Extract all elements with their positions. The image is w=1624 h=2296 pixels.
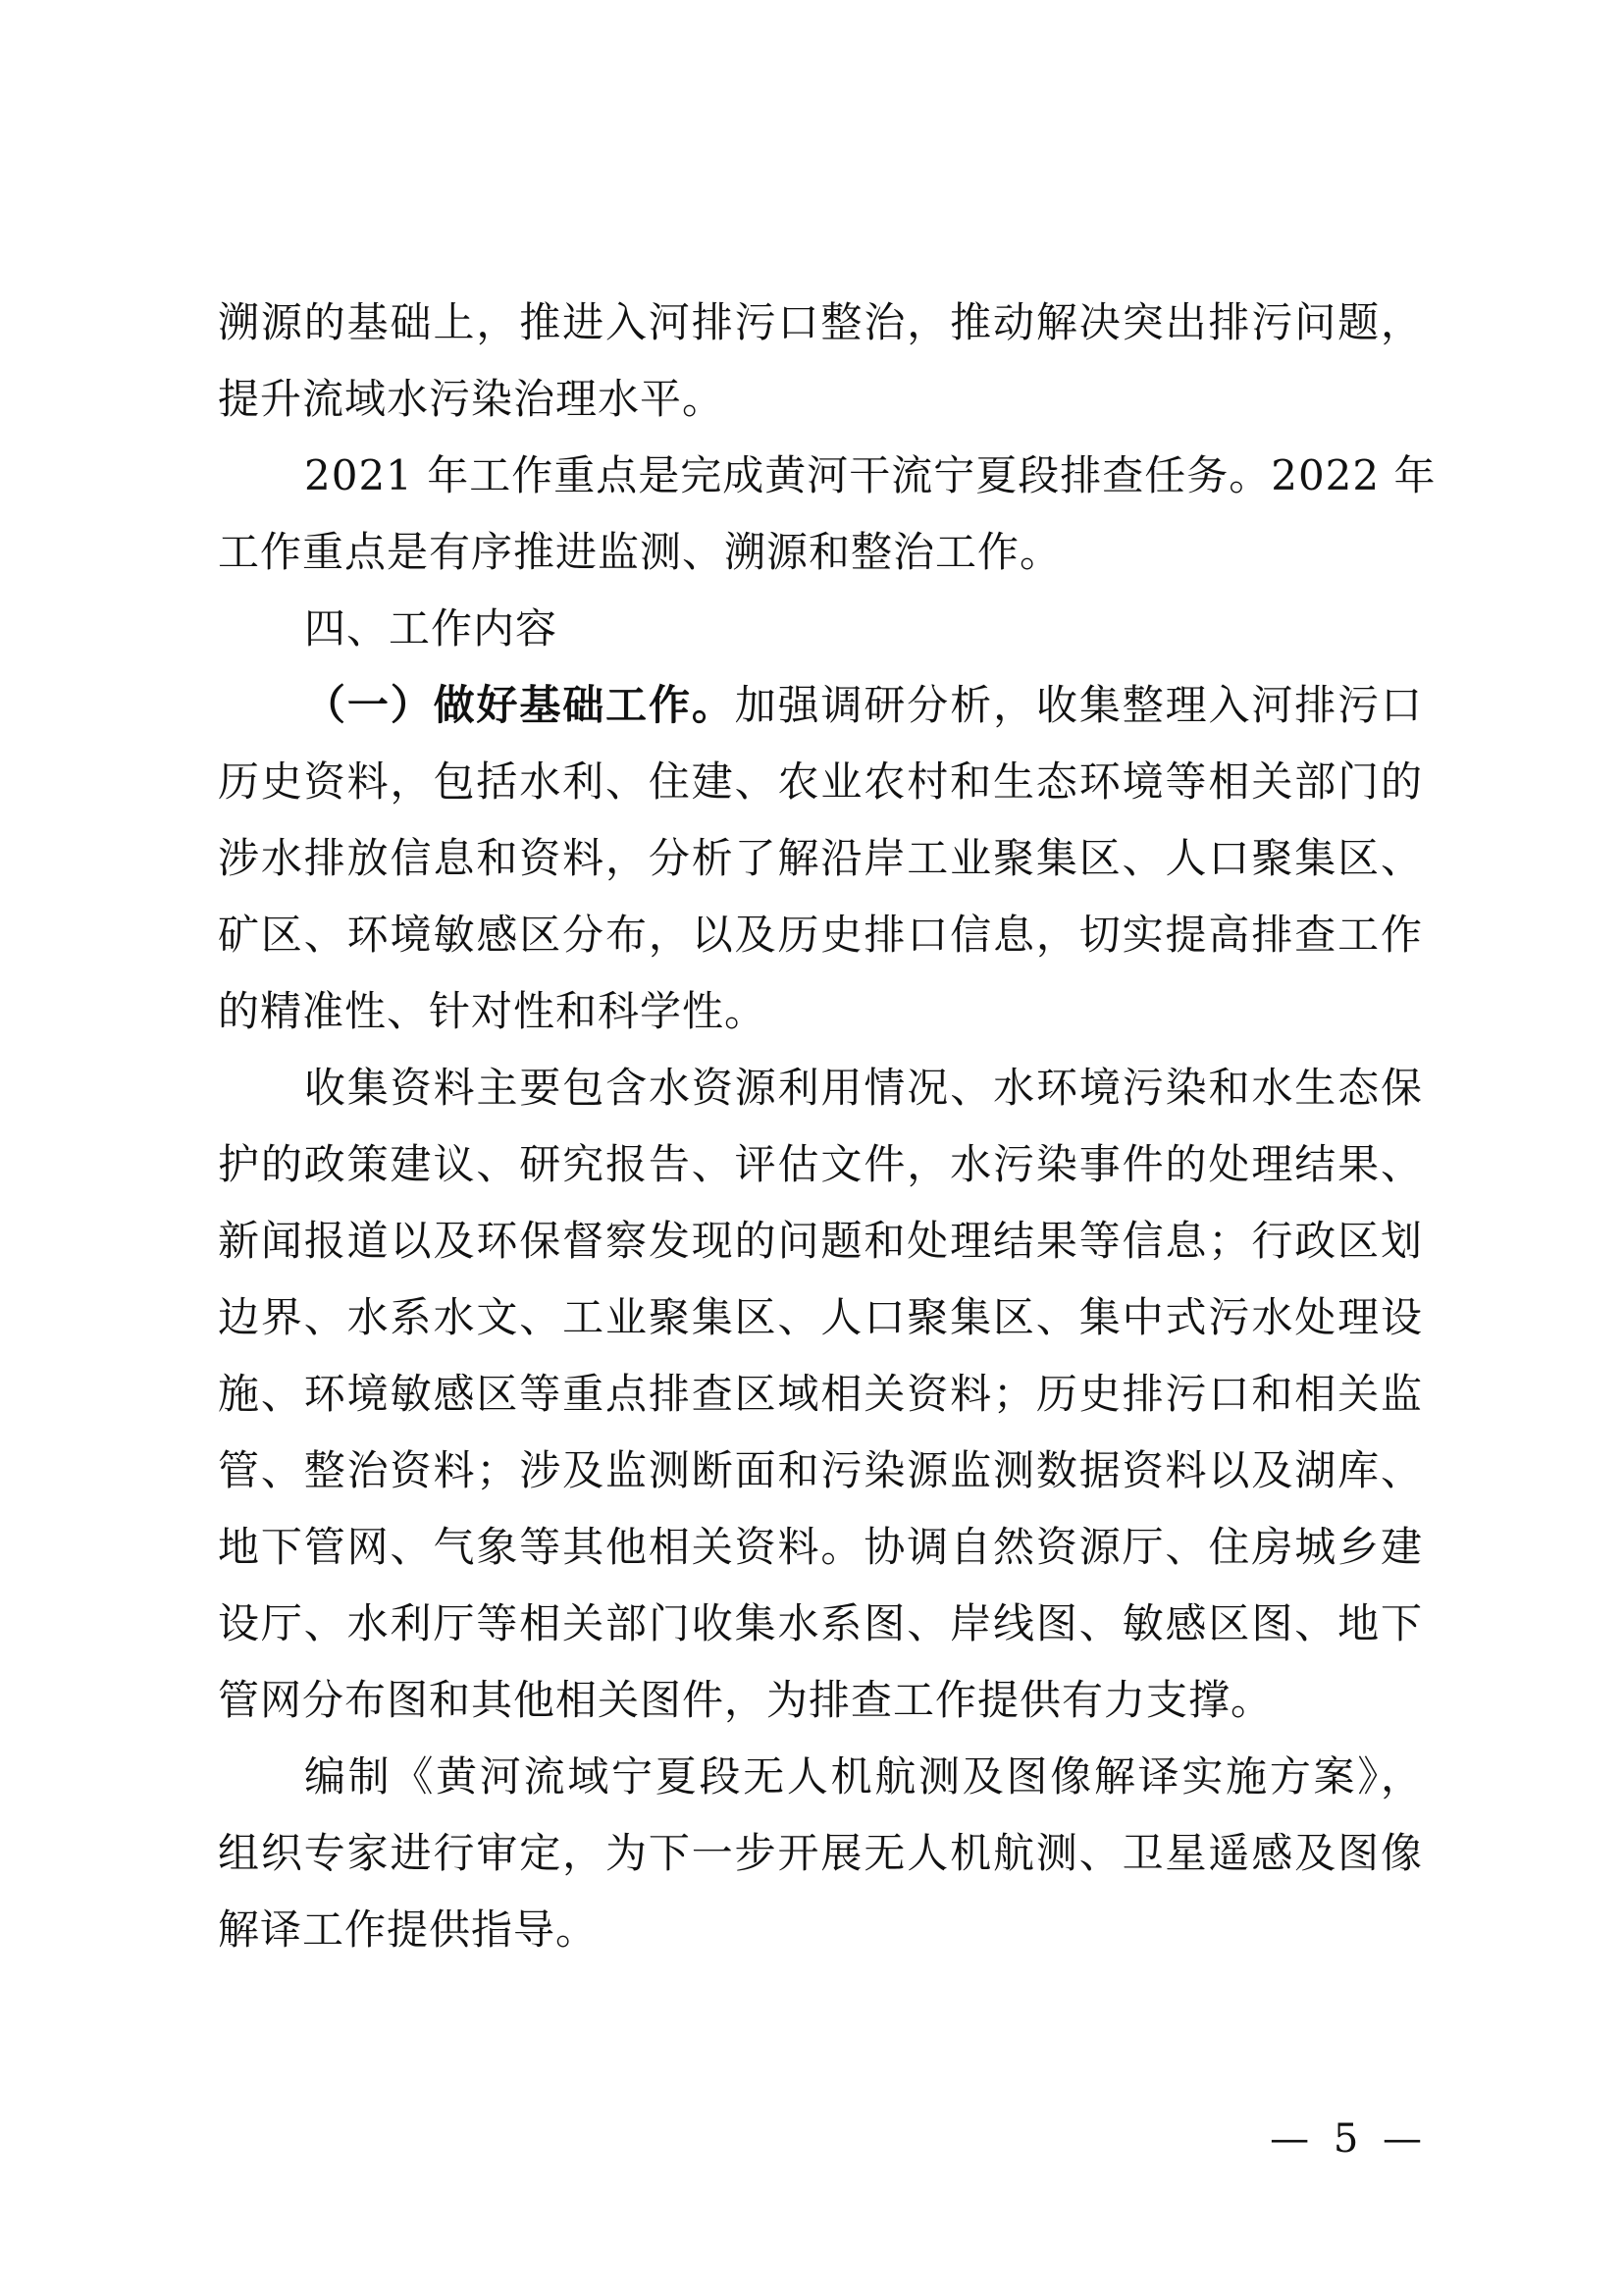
text-line: 的精准性、针对性和科学性。 — [218, 987, 767, 1035]
text-line: 收集资料主要包含水资源利用情况、水环境污染和水生态保 — [304, 1064, 1423, 1112]
text-line: 管、整治资料；涉及监测断面和污染源监测数据资料以及湖库、 — [218, 1446, 1423, 1494]
section-heading: 四、工作内容 — [304, 604, 558, 652]
text-line: 地下管网、气象等其他相关资料。协调自然资源厅、住房城乡建 — [218, 1523, 1423, 1571]
text-line: 施、环境敏感区等重点排查区域相关资料；历史排污口和相关监 — [218, 1370, 1423, 1418]
text-line: 矿区、环境敏感区分布，以及历史排口信息，切实提高排查工作 — [218, 911, 1423, 959]
text-line: 新闻报道以及环保督察发现的问题和处理结果等信息；行政区划 — [218, 1217, 1423, 1265]
text-line: 历史资料，包括水利、住建、农业农村和生态环境等相关部门的 — [218, 757, 1423, 806]
text-line: 工作重点是有序推进监测、溯源和整治工作。 — [218, 528, 1063, 576]
text-span: 加强调研分析，收集整理入河排污口 — [734, 681, 1423, 729]
text-line: 设厅、水利厅等相关部门收集水系图、岸线图、敏感区图、地下 — [218, 1599, 1423, 1647]
text-line: 边界、水系水文、工业聚集区、人口聚集区、集中式污水处理设 — [218, 1293, 1423, 1341]
text-line: 提升流域水污染治理水平。 — [218, 375, 725, 423]
text-line: 解译工作提供指导。 — [218, 1905, 599, 1954]
text-line: 溯源的基础上，推进入河排污口整治，推动解决突出排污问题， — [218, 298, 1423, 346]
text-line: 涉水排放信息和资料，分析了解沿岸工业聚集区、人口聚集区、 — [218, 834, 1423, 882]
text-line: 护的政策建议、研究报告、评估文件，水污染事件的处理结果、 — [218, 1140, 1423, 1188]
text-line: 管网分布图和其他相关图件，为排查工作提供有力支撑。 — [218, 1676, 1274, 1724]
text-line: 编制《黄河流域宁夏段无人机航测及图像解译实施方案》， — [304, 1752, 1423, 1800]
page-number: — 5 — — [1270, 2116, 1428, 2162]
text-line: 2021 年工作重点是完成黄河干流宁夏段排查任务。2022 年 — [304, 451, 1437, 499]
subsection-title: （一）做好基础工作。 — [304, 681, 735, 729]
text-line — [218, 667, 1423, 744]
document-body — [218, 285, 1437, 1968]
text-line: 组织专家进行审定，为下一步开展无人机航测、卫星遥感及图像 — [218, 1829, 1423, 1877]
